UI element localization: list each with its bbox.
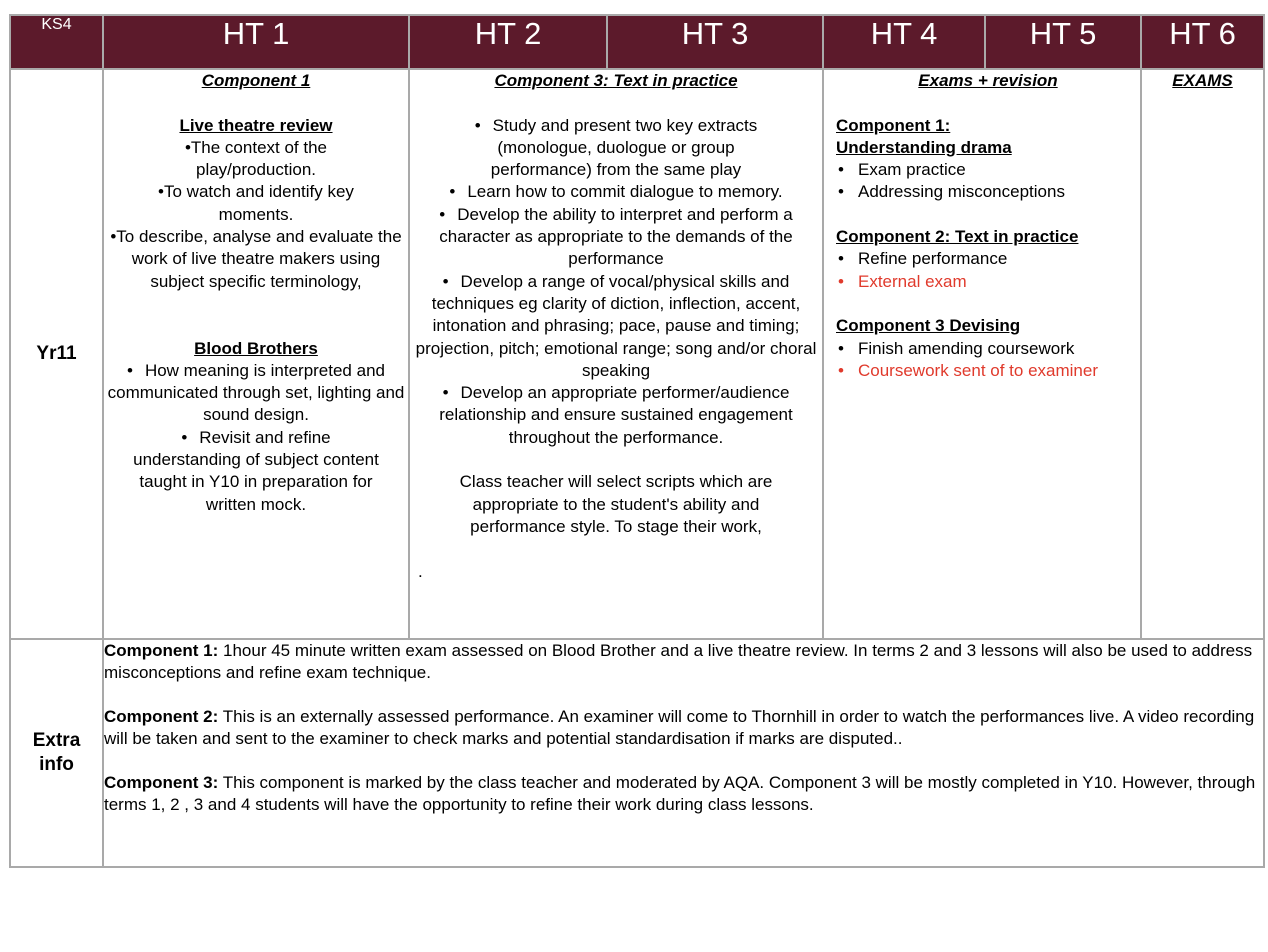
extra-row: [10, 639, 1264, 867]
extra-component-2: [104, 706, 1263, 750]
ht23-title: Component 3: Text in practice: [494, 71, 738, 90]
extra-component-3: [104, 772, 1263, 816]
curriculum-table: [9, 14, 1265, 868]
ht6-header: HT 6: [1141, 15, 1264, 69]
c2-point: • Refine performance: [836, 248, 1140, 270]
ht5-header: HT 5: [985, 15, 1141, 69]
c1-point: • Addressing misconceptions: [836, 181, 1140, 203]
bb-point: • How meaning is interpreted and communicated through set, lighting and sound design.: [104, 360, 408, 427]
ht23-point: • Study and present two key extracts (monologue, duologue or group performance) from the same play: [410, 115, 822, 182]
ht1-header: HT 1: [103, 15, 409, 69]
c3-red-point: • Coursework sent of to examiner: [836, 360, 1140, 382]
extra-label-text: Extra info: [32, 730, 81, 775]
ht6-cell: [1141, 69, 1264, 639]
c2-heading: Component 2: Text in practice: [836, 227, 1079, 247]
live-point: •To describe, analyse and evaluate the work of live theatre makers using subject specific terminology,: [110, 227, 402, 291]
ht6-title: EXAMS: [1172, 71, 1233, 90]
ht23-dot: .: [418, 561, 423, 581]
bb-point: • Revisit and refine understanding of subject content taught in Y10 in preparation for written mock.: [104, 427, 408, 516]
c3-point: • Finish amending coursework: [836, 338, 1140, 360]
ht23-point: • Develop a range of vocal/physical skills and techniques eg clarity of diction, inflection, accent, intonation and phrasing; pace, pause and timing; projection, pitch; emotional range; song and/or choral speaking: [410, 271, 822, 382]
c2-red-point: • External exam: [836, 271, 1140, 293]
live-theatre-heading: Live theatre review: [179, 115, 333, 135]
live-point: •The context of the play/production.: [184, 137, 328, 180]
extra-component-1: [104, 640, 1263, 684]
ht1-title: Component 1: [201, 71, 311, 90]
extra-lead: Component 3:: [104, 773, 219, 792]
ht1-cell: [103, 69, 409, 639]
extra-lead: Component 2:: [104, 707, 219, 726]
c1-point: • Exam practice: [836, 159, 1140, 181]
extra-cell: [103, 639, 1264, 867]
ht2-header: HT 2: [409, 15, 607, 69]
ht45-title: Exams + revision: [918, 71, 1058, 90]
extra-text: This is an externally assessed performance. An examiner will come to Thornhill in order to watch the performances live. A video recording will be taken and sent to the examiner to check marks and potential standardisation if marks are disputed..: [104, 707, 1255, 748]
extra-lead: Component 1:: [104, 641, 219, 660]
blood-brothers-heading: Blood Brothers: [194, 338, 318, 358]
yr11-label: Yr11: [10, 69, 103, 639]
ht23-point: • Develop the ability to interpret and perform a character as appropriate to the demands of the performance: [410, 204, 822, 271]
ht4-header: HT 4: [823, 15, 985, 69]
ht23-point: • Develop an appropriate performer/audience relationship and ensure sustained engagement throughout the performance.: [410, 382, 822, 449]
ks-label: KS4: [10, 15, 103, 69]
yr11-row: [10, 69, 1264, 639]
ht3-header: HT 3: [607, 15, 823, 69]
c1-heading: Component 1: Understanding drama: [836, 115, 1012, 157]
ht23-point: • Learn how to commit dialogue to memory.: [410, 181, 822, 203]
extra-text: 1hour 45 minute written exam assessed on Blood Brother and a live theatre review. In terms 2 and 3 lessons will also be used to address misconceptions and refine exam technique.: [104, 641, 1253, 682]
ht2-ht3-cell: [409, 69, 823, 639]
c3-heading: Component 3 Devising: [836, 316, 1021, 336]
header-row: [10, 15, 1264, 69]
live-point: •To watch and identify key moments.: [158, 182, 354, 224]
extra-text: This component is marked by the class teacher and moderated by AQA. Component 3 will be mostly completed in Y10. However, through terms 1, 2 , 3 and 4 students will have the opportunity to refine their work during class lessons.: [104, 773, 1256, 814]
extra-label: [10, 639, 103, 867]
ht23-note: Class teacher will select scripts which are appropriate to the student's ability and performance style. To stage their work,: [459, 472, 773, 536]
ht4-ht5-cell: [823, 69, 1141, 639]
